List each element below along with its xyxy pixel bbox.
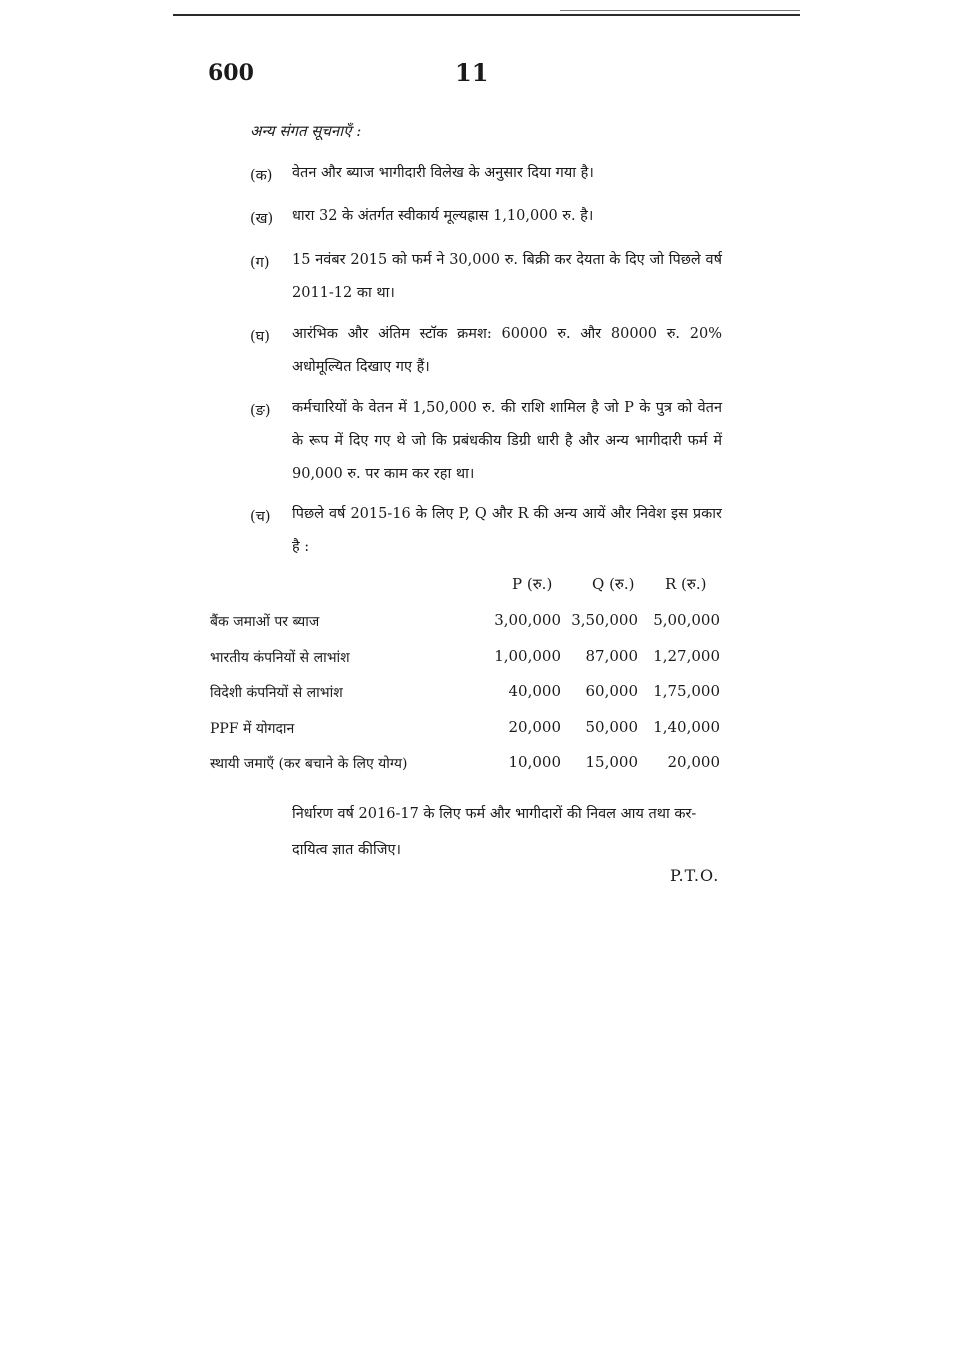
cell-r: 1,40,000 [653, 718, 720, 736]
column-header-q: Q (रु.) [592, 575, 635, 593]
cell-p: 40,000 [508, 682, 561, 700]
item-label: (ग) [250, 255, 270, 271]
row-label: भारतीय कंपनियों से लाभांश [210, 650, 350, 666]
cell-r: 1,75,000 [653, 682, 720, 700]
cell-r: 5,00,000 [653, 611, 720, 629]
question-instruction: निर्धारण वर्ष 2016-17 के लिए फर्म और भागीदारों की निवल आय तथा कर-दायित्व ज्ञात कीजिए। [292, 806, 697, 858]
row-label: स्थायी जमाएँ (कर बचाने के लिए योग्य) [210, 756, 408, 772]
column-header-p: P (रु.) [512, 575, 553, 593]
cell-q: 50,000 [585, 718, 638, 736]
item-text: धारा 32 के अंतर्गत स्वीकार्य मूल्यह्रास 1,10,000 रु. है। [292, 208, 594, 224]
cell-p: 10,000 [508, 753, 561, 771]
section-heading: अन्य संगत सूचनाएँ : [250, 122, 362, 140]
item-text: वेतन और ब्याज भागीदारी विलेख के अनुसार दिया गया है। [292, 165, 594, 181]
cell-r: 20,000 [667, 753, 720, 771]
item-text: पिछले वर्ष 2015-16 के लिए P, Q और R की अन्य आयें और निवेश इस प्रकार है : [292, 506, 722, 555]
cell-q: 87,000 [585, 647, 638, 665]
cell-p: 1,00,000 [494, 647, 561, 665]
top-rule [173, 14, 800, 16]
row-label: बैंक जमाओं पर ब्याज [210, 614, 320, 630]
cell-q: 60,000 [585, 682, 638, 700]
pto-footer: P.T.O. [670, 866, 720, 885]
row-label: PPF में योगदान [210, 721, 295, 737]
cell-p: 3,00,000 [494, 611, 561, 629]
paper-code: 600 [208, 60, 254, 86]
item-label: (ङ) [250, 403, 271, 419]
item-text: 15 नवंबर 2015 को फर्म ने 30,000 रु. बिक्री कर देयता के दिए जो पिछले वर्ष 2011-12 का था। [292, 252, 722, 301]
column-header-r: R (रु.) [665, 575, 707, 593]
item-label: (क) [250, 168, 273, 184]
item-label: (च) [250, 509, 271, 525]
cell-p: 20,000 [508, 718, 561, 736]
cell-q: 3,50,000 [571, 611, 638, 629]
item-label: (ख) [250, 211, 274, 227]
item-text: आरंभिक और अंतिम स्टॉक क्रमश: 60000 रु. और 80000 रु. 20% अधोमूल्यित दिखाए गए हैं। [292, 326, 722, 375]
item-text: कर्मचारियों के वेतन में 1,50,000 रु. की राशि शामिल है जो P के पुत्र को वेतन के रूप में दिए गए थे जो कि प्रबंधकीय डिग्री धारी है और अन्य भागीदारी फर्म में 90,000 रु. पर काम कर रहा था। [292, 400, 722, 482]
row-label: विदेशी कंपनियों से लाभांश [210, 685, 343, 701]
cell-q: 15,000 [585, 753, 638, 771]
item-label: (घ) [250, 329, 270, 345]
top-rule-thin [560, 10, 800, 11]
page-number: 11 [455, 58, 489, 87]
cell-r: 1,27,000 [653, 647, 720, 665]
